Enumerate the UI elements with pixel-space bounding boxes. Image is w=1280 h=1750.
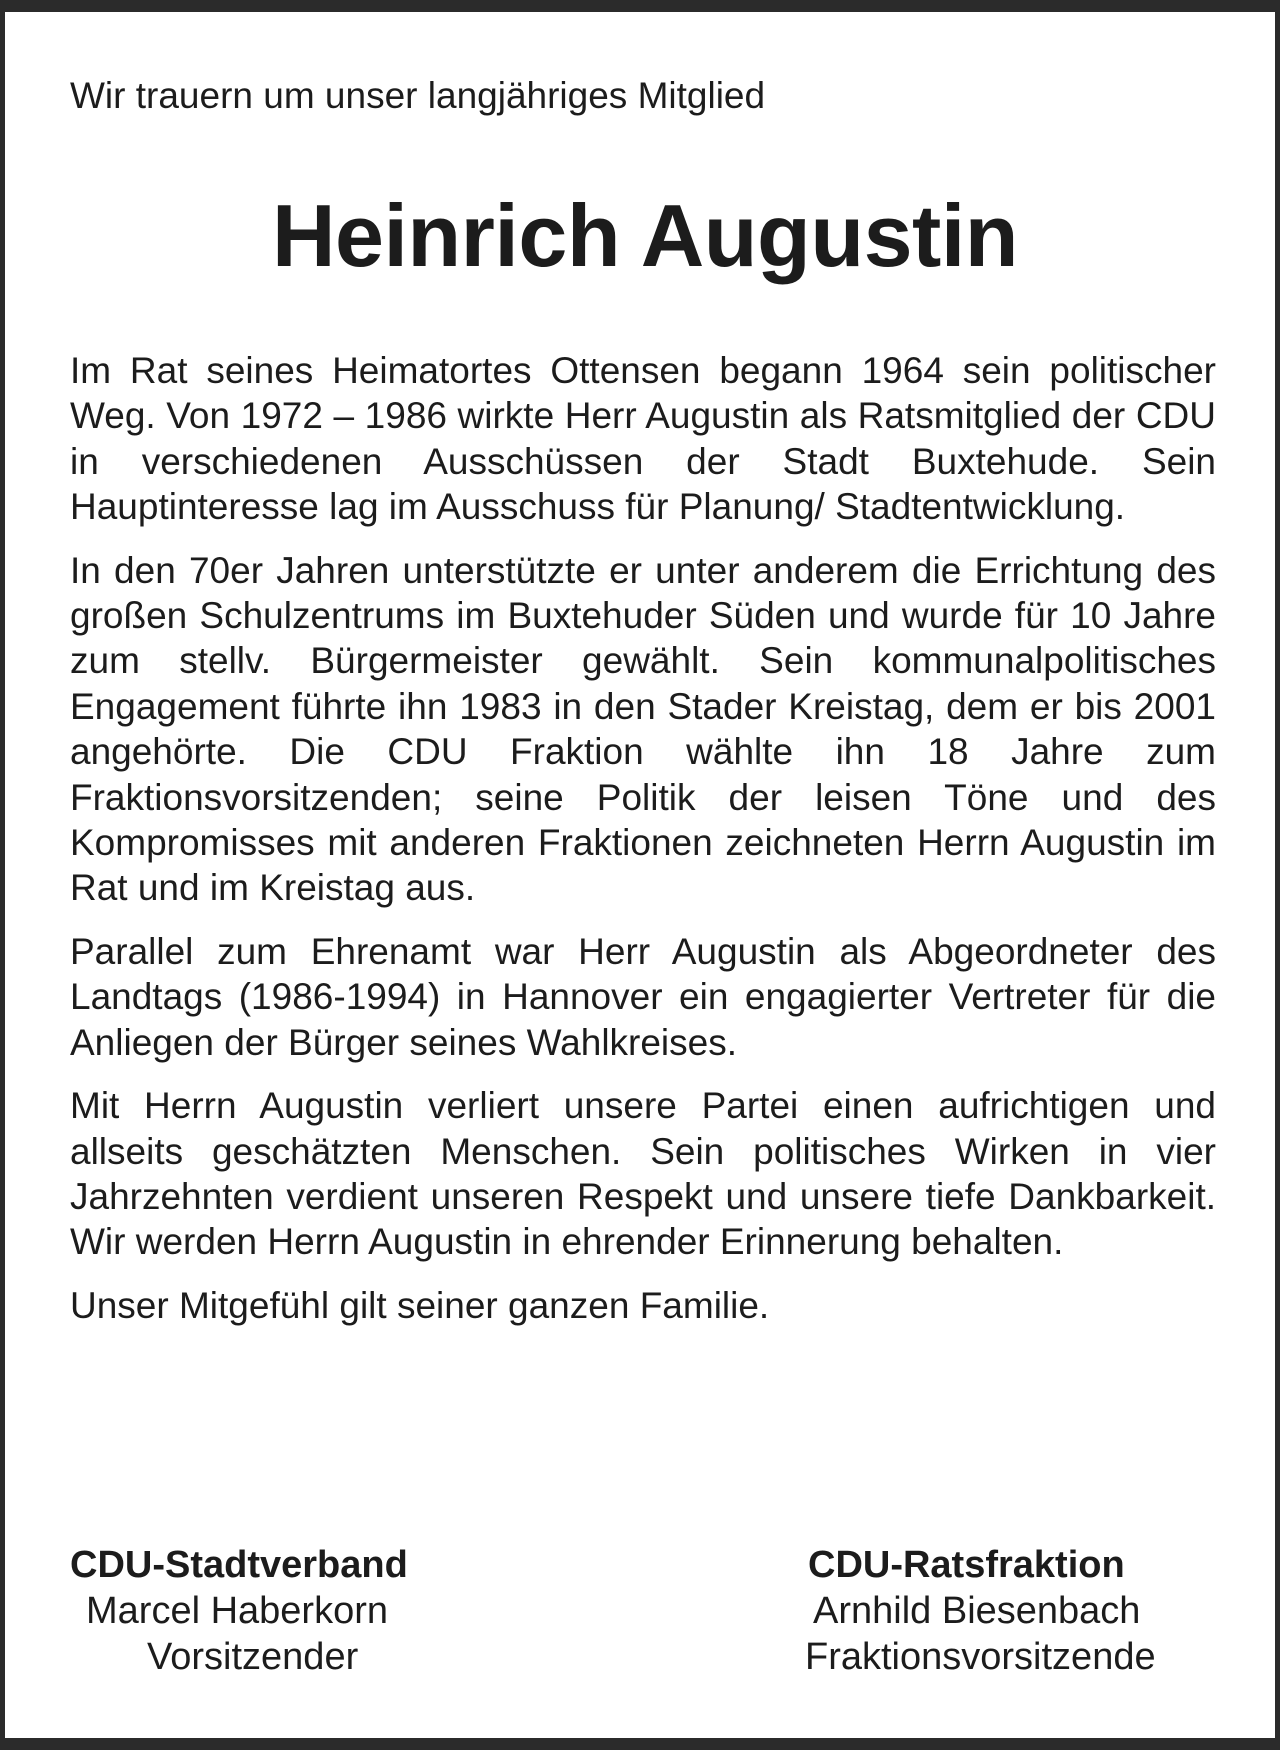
signature-right: [805, 1542, 1225, 1680]
notice-body: [70, 348, 1216, 1328]
signature-organization: CDU-Stadtverband: [70, 1544, 408, 1586]
paragraph-condolence: Unser Mitgefühl gilt seiner ganzen Familie.: [70, 1284, 770, 1326]
signature-role: Vorsitzender: [147, 1636, 359, 1678]
paragraph-council: In den 70er Jahren unterstützte er unter anderem die Errichtung des großen Schulzentrums im Buxtehuder Süden und wurde für 10 Jahre zum stellv. Bürgermeister gewählt. Sein kommunalpolitisches Engagement führte ihn 1983 in den Stader Kreistag, dem er bis 2001 angehörte. Die CDU Fraktion wählte ihn 18 Jahre zum Fraktionsvorsitzenden; seine Politik der leisen Töne und des Kompromisses mit anderen Fraktionen zeichneten Herrn Augustin im Rat und im Kreistag aus.: [70, 549, 1216, 909]
paragraph-landtag: Parallel zum Ehrenamt war Herr Augustin als Abgeordneter des Landtags (1986-1994) in Hannover ein engagierter Vertreter für die Anliegen der Bürger seines Wahlkreises.: [70, 930, 1216, 1063]
paragraph-tribute: Mit Herrn Augustin verliert unsere Partei einen aufrichtigen und allseits geschätzten Menschen. Sein politisches Wirken in vier Jahrzehnten verdient unseren Respekt und unsere tiefe Dankbarkeit. Wir werden Herrn Augustin in ehrender Erinnerung behalten.: [70, 1085, 1216, 1263]
paragraph-career: Im Rat seines Heimatortes Ottensen begann 1964 sein politischer Weg. Von 1972 – 1986 wirkte Herr Augustin als Ratsmitglied der CDU in verschiedenen Ausschüssen der Stadt Buxtehude. Sein Hauptinteresse lag im Ausschuss für Planung/ Stadtentwicklung.: [70, 350, 1216, 528]
signature-person: Marcel Haberkorn: [86, 1590, 388, 1632]
signature-person: Arnhild Biesenbach: [813, 1590, 1141, 1632]
deceased-name: Heinrich Augustin: [271, 186, 1019, 285]
signature-left: [70, 1542, 490, 1680]
signature-organization: CDU-Ratsfraktion: [808, 1544, 1125, 1586]
signature-role: Fraktionsvorsitzende: [805, 1636, 1156, 1678]
intro-line: Wir trauern um unser langjähriges Mitglied: [70, 75, 766, 116]
